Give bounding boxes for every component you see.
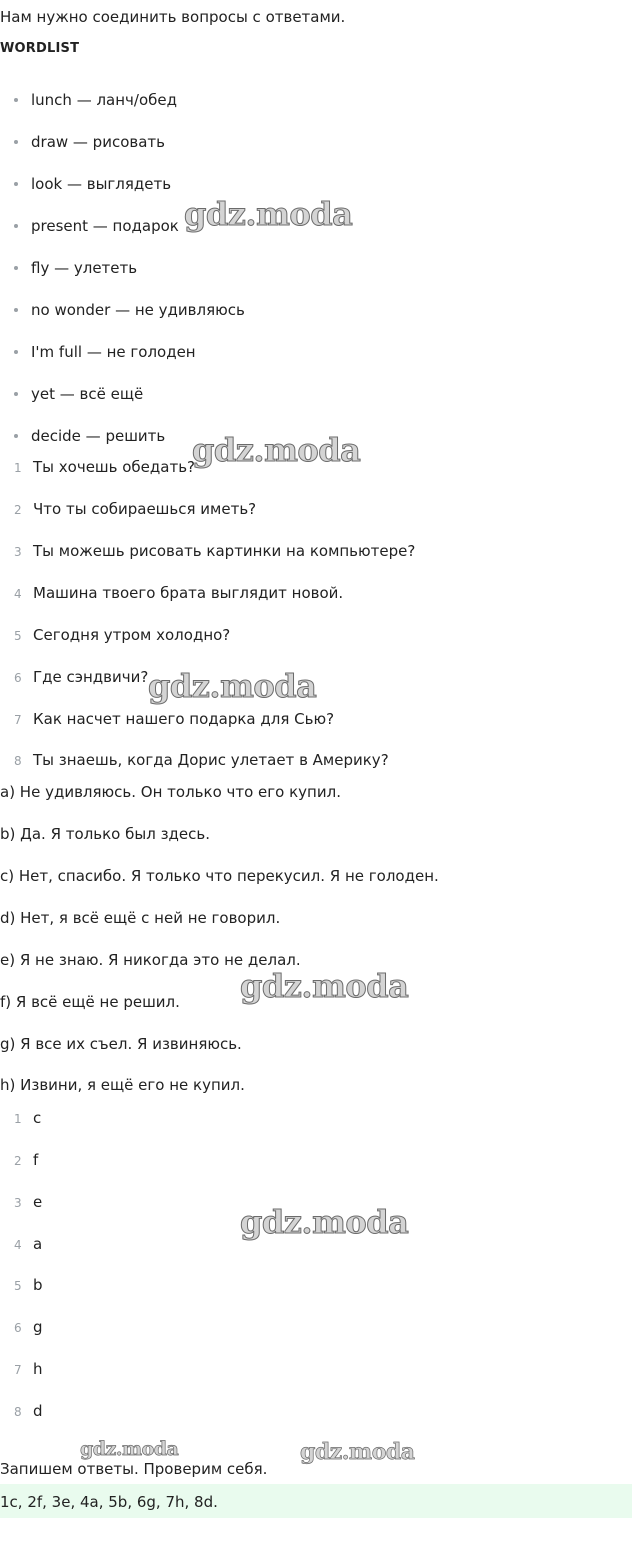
answer-option: d) Нет, я всё ещё с ней не говорил. [0, 909, 281, 927]
match-item: 5 b [14, 1276, 43, 1294]
match-item: 8 d [14, 1402, 43, 1420]
question-item: 2 Что ты собираешься иметь? [14, 500, 257, 518]
bullet-icon [14, 140, 18, 144]
match-item: 2 f [14, 1151, 39, 1169]
intro-text: Нам нужно соединить вопросы с ответами. [0, 8, 346, 26]
question-item: 6 Где сэндвичи? [14, 668, 149, 686]
answer-option: f) Я всё ещё не решил. [0, 993, 180, 1011]
bullet-icon [14, 266, 18, 270]
watermark: gdz.moda [184, 195, 353, 233]
bullet-icon [14, 98, 18, 102]
wordlist-item: decide — решить [14, 427, 165, 445]
match-item: 3 e [14, 1193, 43, 1211]
bullet-icon [14, 434, 18, 438]
question-item: 1 Ты хочешь обедать? [14, 458, 196, 476]
answer-option: a) Не удивляюсь. Он только что его купил. [0, 783, 341, 801]
wordlist-heading: WORDLIST [0, 41, 80, 56]
wordlist-item: present — подарок [14, 217, 179, 235]
wordlist-item: no wonder — не удивляюсь [14, 301, 245, 319]
bullet-icon [14, 308, 18, 312]
question-item: 7 Как насчет нашего подарка для Сью? [14, 710, 335, 728]
watermark: gdz.moda [240, 967, 409, 1005]
wordlist-item: fly — улететь [14, 259, 137, 277]
wordlist-item: look — выглядеть [14, 175, 171, 193]
bullet-icon [14, 224, 18, 228]
watermark: gdz.moda [240, 1203, 409, 1241]
wordlist-item: draw — рисовать [14, 133, 165, 151]
wordlist-item: lunch — ланч/обед [14, 91, 177, 109]
answer-option: h) Извини, я ещё его не купил. [0, 1076, 245, 1094]
check-line: Запишем ответы. Проверим себя. [0, 1460, 268, 1478]
match-item: 6 g [14, 1318, 43, 1336]
answer-option: g) Я все их съел. Я извиняюсь. [0, 1035, 242, 1053]
match-item: 7 h [14, 1360, 43, 1378]
watermark: gdz.moda [192, 431, 361, 469]
match-item: 4 a [14, 1235, 43, 1253]
match-item: 1 c [14, 1109, 42, 1127]
watermark: gdz.moda [148, 667, 317, 705]
answer-option: b) Да. Я только был здесь. [0, 825, 211, 843]
bullet-icon [14, 182, 18, 186]
watermark: gdz.moda [80, 1438, 179, 1460]
question-item: 5 Сегодня утром холодно? [14, 626, 231, 644]
watermark: gdz.moda [300, 1439, 415, 1465]
question-item: 4 Машина твоего брата выглядит новой. [14, 584, 344, 602]
bullet-icon [14, 392, 18, 396]
bullet-icon [14, 350, 18, 354]
wordlist-item: yet — всё ещё [14, 385, 143, 403]
wordlist-item: I'm full — не голоден [14, 343, 196, 361]
final-answer: 1c, 2f, 3e, 4a, 5b, 6g, 7h, 8d. [0, 1493, 218, 1511]
question-item: 3 Ты можешь рисовать картинки на компьютере? [14, 542, 416, 560]
answer-option: c) Нет, спасибо. Я только что перекусил. Я не голоден. [0, 867, 439, 885]
question-item: 8 Ты знаешь, когда Дорис улетает в Америку? [14, 751, 389, 769]
answer-option: e) Я не знаю. Я никогда это не делал. [0, 951, 301, 969]
